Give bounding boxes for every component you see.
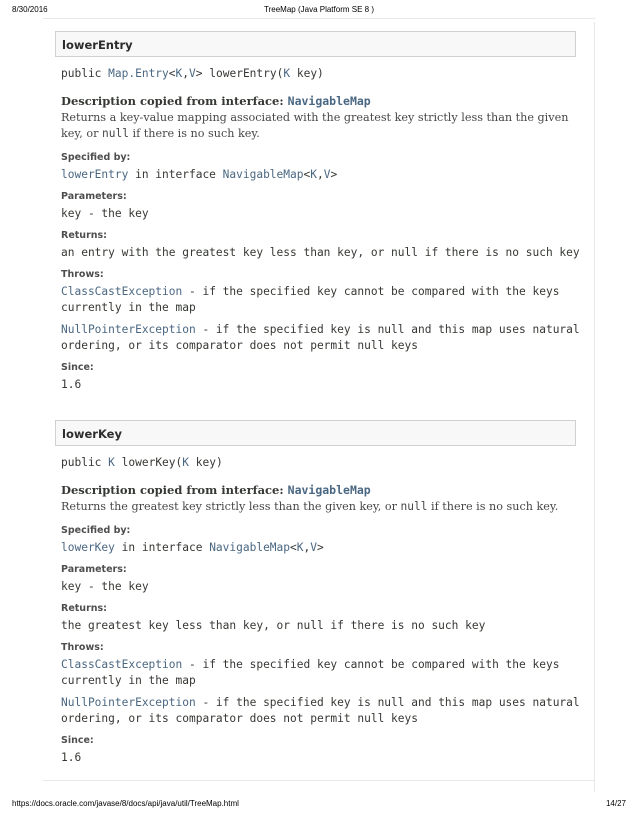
parameter-value: key - the key	[61, 580, 149, 593]
returns-label: Returns:	[61, 230, 107, 241]
divider	[43, 18, 595, 19]
type-k-link[interactable]: K	[175, 67, 183, 80]
throws-item-cont: ordering, or its comparator does not permit null keys	[61, 339, 418, 352]
description-line: key, or null if there is no such key.	[61, 127, 260, 140]
description-line: Returns the greatest key strictly less than the given key, or null if there is no such key.	[61, 500, 559, 513]
type-k-link[interactable]: K	[296, 541, 304, 554]
classcastexception-link[interactable]: ClassCastException	[61, 658, 183, 671]
since-value: 1.6	[61, 751, 82, 764]
specified-by-label: Specified by:	[61, 152, 131, 163]
navigablemap-link[interactable]: NavigableMap	[209, 541, 291, 554]
type-k-link[interactable]: K	[108, 456, 115, 469]
navigablemap-link[interactable]: NavigableMap	[222, 168, 304, 181]
divider	[594, 22, 595, 792]
type-k-link[interactable]: K	[283, 67, 291, 80]
specified-by-value: lowerEntry in interface NavigableMap<K,V>	[61, 168, 338, 181]
throws-item: NullPointerException - if the specified key is null and this map uses natural	[61, 323, 580, 336]
method-name: lowerKey	[62, 427, 122, 441]
method-signature: public K lowerKey(K key)	[61, 456, 223, 469]
returns-value: an entry with the greatest key less than key, or null if there is no such key	[61, 246, 580, 259]
parameters-label: Parameters:	[61, 564, 127, 575]
divider	[43, 780, 595, 781]
method-name: lowerEntry	[62, 38, 133, 52]
type-v-link[interactable]: V	[189, 67, 196, 80]
throws-item: NullPointerException - if the specified key is null and this map uses natural	[61, 696, 580, 709]
since-value: 1.6	[61, 378, 82, 391]
since-label: Since:	[61, 735, 94, 746]
page-number: 14/27	[605, 799, 626, 808]
method-header-lowerentry	[55, 31, 576, 57]
type-v-link[interactable]: V	[323, 168, 331, 181]
nullpointerexception-link[interactable]: NullPointerException	[61, 323, 196, 336]
type-k-link[interactable]: K	[310, 168, 317, 181]
lowerentry-link[interactable]: lowerEntry	[61, 168, 129, 181]
description-line: Returns a key-value mapping associated with the greatest key strictly less than the given	[61, 111, 569, 124]
since-label: Since:	[61, 362, 94, 373]
navigablemap-link[interactable]: NavigableMap	[287, 94, 371, 108]
type-k-link[interactable]: K	[182, 456, 190, 469]
print-url: https://docs.oracle.com/javase/8/docs/api/java/util/TreeMap.html	[12, 799, 239, 808]
parameter-value: key - the key	[61, 207, 149, 220]
navigablemap-link[interactable]: NavigableMap	[287, 483, 371, 497]
specified-by-label: Specified by:	[61, 525, 131, 536]
throws-item: ClassCastException - if the specified key cannot be compared with the keys	[61, 285, 560, 298]
returns-value: the greatest key less than key, or null if there is no such key	[61, 619, 486, 632]
nullpointerexception-link[interactable]: NullPointerException	[61, 696, 196, 709]
throws-item-cont: currently in the map	[61, 674, 196, 687]
throws-item-cont: ordering, or its comparator does not permit null keys	[61, 712, 418, 725]
classcastexception-link[interactable]: ClassCastException	[61, 285, 183, 298]
method-signature: public Map.Entry<K,V> lowerEntry(K key)	[61, 67, 324, 80]
method-header-lowerkey	[55, 420, 576, 446]
map-entry-link[interactable]: Map.Entry	[108, 67, 169, 80]
parameters-label: Parameters:	[61, 191, 127, 202]
returns-label: Returns:	[61, 603, 107, 614]
specified-by-value: lowerKey in interface NavigableMap<K,V>	[61, 541, 324, 554]
throws-label: Throws:	[61, 269, 104, 280]
lowerkey-link[interactable]: lowerKey	[61, 541, 115, 554]
throws-item-cont: currently in the map	[61, 301, 196, 314]
description-title: Description copied from interface: NavigableMap	[61, 483, 371, 497]
type-v-link[interactable]: V	[310, 541, 318, 554]
print-title: TreeMap (Java Platform SE 8 )	[264, 5, 374, 14]
print-date: 8/30/2016	[12, 5, 48, 14]
throws-item: ClassCastException - if the specified key cannot be compared with the keys	[61, 658, 560, 671]
description-title: Description copied from interface: NavigableMap	[61, 94, 371, 108]
throws-label: Throws:	[61, 642, 104, 653]
